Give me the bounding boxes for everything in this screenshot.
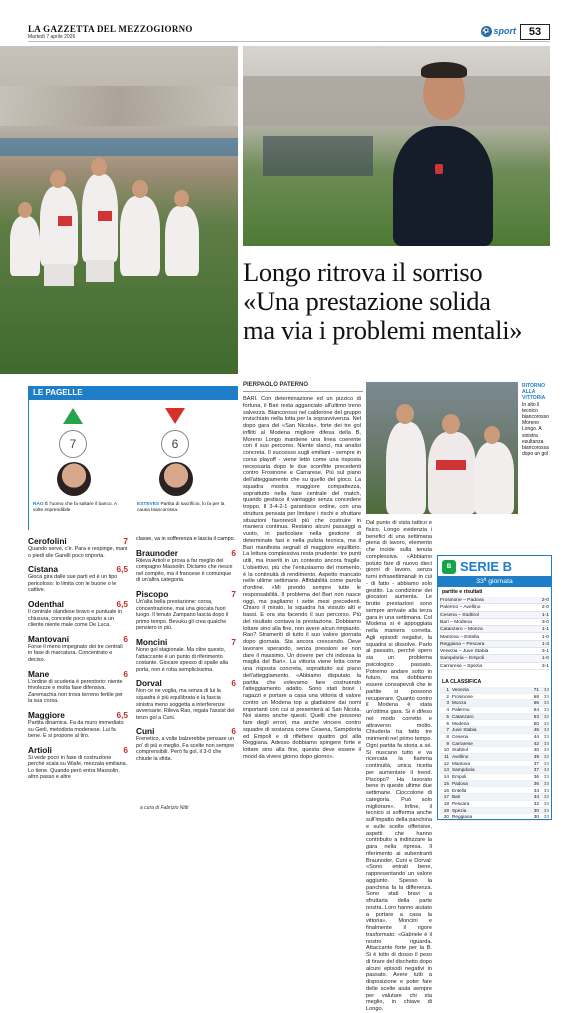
standings-row bbox=[440, 794, 549, 801]
standings-pos: 8 bbox=[446, 733, 449, 739]
avatar-esteves bbox=[159, 462, 193, 496]
standings-pts: 37 bbox=[533, 767, 539, 773]
player-comment: Rileva Artioli e prova a far meglio del compagno Massolin. Diciamo che riesce nel compito, ma il francese è comunque di un'altra categoria. bbox=[136, 557, 233, 584]
standings-row bbox=[440, 694, 549, 701]
match-score: 1-3 bbox=[541, 641, 549, 647]
byline: PIERPAOLO PATERNO bbox=[243, 382, 309, 388]
standings-label: LA CLASSIFICA bbox=[442, 679, 482, 685]
standings-row bbox=[440, 808, 549, 815]
standings-row bbox=[440, 707, 549, 714]
standings-pts: 71 bbox=[533, 687, 539, 692]
photo-coach-longo bbox=[243, 46, 550, 246]
standings-g: 32 bbox=[543, 713, 549, 719]
standings-g: 33 bbox=[543, 754, 549, 759]
standings-g: 33 bbox=[543, 780, 549, 786]
standings-pos: 7 bbox=[446, 727, 449, 733]
player-comment: Frenetico, a volte balzerebbe pensare un po' di più e meglio. Fa scelte non sempre comprensibili. Però fa gol, il 3-0 che chiude la sfida. bbox=[136, 736, 235, 763]
player-vote: 6,5 bbox=[116, 564, 128, 575]
standings-team: Reggiana bbox=[452, 814, 473, 820]
standings-pts: 40 bbox=[533, 747, 539, 753]
player-rating bbox=[28, 634, 128, 664]
results-list bbox=[438, 597, 551, 671]
match-teams: Frosinone – Padova bbox=[440, 598, 484, 603]
player-name: Odenthal bbox=[28, 598, 64, 609]
player-rating bbox=[28, 745, 128, 781]
standings-team: Modena bbox=[452, 720, 469, 726]
player-comment: Quando serve, c'è. Para e respinge, mani o piedi sile Garelli poco importa. bbox=[28, 546, 128, 559]
standings-pts: 36 bbox=[533, 780, 539, 786]
standings-g: 33 bbox=[543, 814, 549, 820]
player-rating bbox=[28, 599, 128, 629]
standings-g: 33 bbox=[543, 707, 549, 713]
standings-pts: 50 bbox=[533, 720, 539, 726]
standings-pos: 17 bbox=[443, 794, 449, 800]
standings-team: Spezia bbox=[452, 807, 467, 813]
player-rating bbox=[28, 669, 128, 705]
standings-team: Catanzaro bbox=[452, 713, 474, 719]
pagelle-credit: a cura di Fabrizio Nitti bbox=[140, 805, 189, 811]
standings-row bbox=[440, 741, 549, 748]
standings-team: Carrarese bbox=[452, 740, 473, 746]
standings-team: Frosinone bbox=[452, 693, 473, 699]
player-rating bbox=[28, 564, 128, 594]
standings-row bbox=[440, 747, 549, 754]
match-score: 3-0 bbox=[541, 619, 549, 625]
player-name: Maggiore bbox=[28, 709, 65, 720]
player-comment: Forse il meno impegnato dei tre centrali in fase di marcatura. Concentrato e deciso. bbox=[28, 643, 123, 663]
standings-team: Südtirol bbox=[452, 747, 468, 753]
standings-pos: 2 bbox=[446, 693, 449, 699]
match-score: 1-0 bbox=[541, 656, 549, 662]
match-score: 1-1 bbox=[541, 627, 549, 633]
standings-pos: 3 bbox=[446, 700, 449, 706]
result-row bbox=[440, 619, 549, 626]
standings-pts: 30 bbox=[533, 814, 539, 820]
standings-pts: 34 bbox=[533, 794, 539, 800]
player-vote: 6 bbox=[123, 633, 128, 644]
standings-row bbox=[440, 801, 549, 808]
player-name: Cistana bbox=[28, 564, 58, 575]
result-row bbox=[440, 604, 549, 611]
player-name: Braunoder bbox=[136, 547, 178, 558]
standings-pts: 66 bbox=[533, 700, 539, 706]
player-comment: Il centrale olandese bravo e puntuale in chiusura, concede poco spazio a un cliente niente male come De Luca. bbox=[28, 608, 123, 629]
player-name: Mantovani bbox=[28, 633, 70, 644]
result-row bbox=[440, 634, 549, 641]
standings-team: Cesena bbox=[452, 733, 469, 739]
standings-g: 33 bbox=[543, 733, 549, 739]
photo-players-celebrating bbox=[366, 382, 518, 514]
article-column-1: BARI. Con determinazione ed un pizzico di fortuna, il Bari resta agganciato all'ultimo treno salvezza. Biancorossi nel calderone del gruppo invischiato nella lotta per la sopravvivenza. Nel dopo gara del «San Nicola», forte dei tre gol inflitti al Modena migliore difesa della B, Moreno Longo mantiene una linea coerente con il suo percorso. Niente slanci, ma analisi concreta. Il successo sugli emiliani - sempre in corsa playoff - viene letto come una risposta necessaria dopo le due sconfitte precedenti contro Frosinone e Carrarese. Più sul piano dell'atteggiamento che su quello del gioco. La squadra mostra maggiore compattezza, soprattutto nella fase centrale del match, quando gestisce il vantaggio senza concedere troppo. Il 3-4-2-1 garantisce ordine, con una struttura pensata per limitare i rischi e sfruttare situazioni favorevoli più che costruire in maniera continua. Restano alcuni passaggi a vuoto, in particolare nella gestione di determinate fasi e nella pulizia tecnica, ma il Bari manifesta segnali di maggiore equilibrio. La lettura complessiva resta prudente: tre punti utili, ma inseriti in un contesto ancora fragile. L'obiettivo, più che l'entusiasmo del momento, è la continuità di rendimento. Aspetto mancato nelle ultime settimane. Affidabilità come parola d'ordine. «Mi prendo sempre tutte le responsabilità. Il problema del Bari non nasce oggi, ma pagliamo i sette mesi precedenti. Chiaro il mirato, la squadra ha vissuto alti e bassi. E ora sta facendo il suo percorso. Più del risultato contava la prestazione. Dobbiamo lottare sino alla fine, non avere alcun rimpianto. Rao? Strameriti di tutto il suo valore giornata dopo giornata. Sta ancora crescendo. Deve lavorare sperando, senza pressioni se non dare il massimo. Un dovere per chi indossa la maglia del Bari». La vittoria viene letta come una risposta concreta, soprattutto sul piano dell'atteggiamento. «Abbiamo disputato la partita che volevamo fare costruendo l'atteggiamento adatto. Sono stati bravi i ragazzi e portare a casa una vittoria di valore contro un Modena top a gladiatore dai nomi importanti con cui si presenterà al San Nicola. Noi siamo anche questi. Quelli che possono fare degli errori, ma anche vincere contro squadre di sostanza come Cesena, Sampdoria ed Empoli e di riflettere quattro gol alla Reggiana. Adesso dobbiamo spingere forte e lottare sino alla fine, questa deve essere il mood da vivere giorno dopo giorno». bbox=[243, 396, 361, 760]
match-score: 3-1 bbox=[541, 663, 549, 669]
player-rating bbox=[136, 726, 236, 762]
player-vote: 6,5 bbox=[116, 709, 128, 720]
player-name: Piscopo bbox=[136, 588, 169, 599]
player-comment: Partita dinamica. Fa da muro immediato su Gerli, metodista modenese. Lui fa bene. E si propone al tiro. bbox=[28, 719, 124, 740]
photo-caption-title: RITORNO ALLA VITTORIA bbox=[522, 383, 546, 402]
article-column-2: Dal punto di vista tattico e fisico, Longo evidenzia i benefici di una settimana piena di lavoro, elemento che incide sulla tenuta complessiva. «Abbiamo potuto fare di nuovo dieci giorni di lavoro, senza turni infrasettimanali in cui - di fatto - abbiamo solo gestito. La condizione dei giocatori aumenta. Le brutte prestazioni sono sempre arrivate alla terza gara in una settimana. Col Modena si è appoggiata nella maniera corretta. Agli episodi negativi, la squadra si dissolve. Parlo al passato, perché spero sia un problema psicologico passato. Potremo andare sotto in futuro, ma dobbiamo essere consapevoli che le partite si possono recuperare. Quanto contro il Modena è stata un'ottima gara. Si è difeso nel modo corretto e attraverso molto. Chiuderla ha fatto tre mirimenti nel primo tempo. Ogni partita fa storia a sé. Si riuscano tutto e va ricercata la fiamma continuità, unica ricetta per aumentare il trend. Piscopo? Ha lavorato bene in queste ultime due settimane. Cioccolone di categoria. Può solo migliorare». Infine, il tecnico si sofferma anche sull'impatto della panchina e sulle scelte offensive, aspetti che hanno contribuito a indirizzare la gara nella ripresa. Il riferimento ai subentranti Braunoder, Cuni e Dorval: «Sono entrati bene, rappresentando un valore aggiunto. Spesso la panchina fa la differenza. Sono stati bravi a sfruttarla della parte nostra. Loro hanno aiutato a portare a casa la vittoria». Moncini e finalmente il rigore trasformato: «Gabriele è il nostro riguarda. Attaccante forte per la B. Si è tolto di dosso il peso di tirare del dischetto dopo alcuni episodi negativi in passato. Avere tutti a disposizione e poter fare delle scelte aiuta sempre per valutare chi sta meglio, in chiave di Longo. bbox=[366, 520, 432, 1012]
pagelle-header: LE PAGELLE bbox=[28, 386, 238, 400]
top-caption: RAO È l'uomo che fa saltare il banco. A volte imprendibile bbox=[33, 502, 117, 513]
result-row bbox=[440, 626, 549, 633]
result-row bbox=[440, 648, 549, 655]
match-teams: Palermo – Avellino bbox=[440, 605, 481, 611]
player-vote: 7 bbox=[231, 588, 236, 599]
standings-pos: 5 bbox=[446, 713, 449, 719]
standings-pos: 1 bbox=[446, 687, 449, 692]
standings-row bbox=[440, 781, 549, 788]
match-teams: Mantova – Entella bbox=[440, 634, 480, 640]
standings-team: Empoli bbox=[452, 774, 467, 780]
headline-line-1: Longo ritrova il sorriso bbox=[243, 257, 483, 287]
standings-pts: 42 bbox=[533, 740, 539, 746]
standings-pts: 68 bbox=[533, 693, 539, 699]
headline-line-3: ma via i problemi mentali» bbox=[243, 315, 523, 345]
player-vote: 6 bbox=[231, 547, 236, 558]
standings-g: 33 bbox=[543, 687, 549, 692]
standings-pos: 11 bbox=[444, 754, 449, 759]
player-rating bbox=[136, 637, 236, 673]
standings-team: Bari bbox=[452, 794, 461, 800]
standings-team: Juve Stabia bbox=[452, 727, 477, 733]
standings-pts: 32 bbox=[533, 800, 539, 806]
headline-line-2: «Una prestazione solida bbox=[243, 286, 491, 316]
player-vote: 6 bbox=[123, 744, 128, 755]
pagelle-top-box bbox=[28, 400, 238, 530]
standings-team: Sampdoria bbox=[452, 767, 475, 773]
standings-pos: 4 bbox=[446, 707, 449, 713]
player-name: Dorval bbox=[136, 678, 162, 689]
standings-pos: 20 bbox=[443, 814, 449, 820]
standings-pts: 45 bbox=[533, 727, 539, 733]
standings-pos: 12 bbox=[443, 760, 449, 766]
standings-g: 33 bbox=[543, 740, 549, 746]
standings-pos: 18 bbox=[443, 800, 449, 806]
standings-pos: 15 bbox=[443, 780, 449, 786]
ball-icon: ⚽ bbox=[481, 26, 492, 37]
standings-pos: 19 bbox=[443, 807, 449, 813]
results-label: partite e risultati bbox=[442, 589, 483, 595]
standings-pos: 6 bbox=[446, 720, 449, 726]
player-comment: Nono gol stagionale. Ma oltre questo, l'attaccante è un punto di riferimento costante. Giocare spesso di spalle alla porta, non è roba semplicissima. bbox=[136, 646, 228, 673]
player-vote: 6 bbox=[231, 726, 236, 737]
result-row bbox=[440, 655, 549, 662]
standings-pts: 34 bbox=[533, 787, 539, 793]
thumbs-up-icon bbox=[63, 408, 83, 424]
player-vote: 7 bbox=[231, 636, 236, 647]
match-teams: Catanzaro – Monza bbox=[440, 627, 483, 633]
standings-team: Entella bbox=[452, 787, 467, 793]
serie-b-logo-icon: B bbox=[442, 560, 456, 574]
standings-row bbox=[440, 734, 549, 741]
player-rating bbox=[136, 678, 236, 721]
match-score: 3-1 bbox=[541, 649, 549, 655]
match-teams: Reggiana – Pescara bbox=[440, 641, 485, 647]
player-name: Cerofolini bbox=[28, 536, 67, 546]
player-rating bbox=[136, 589, 236, 632]
thumbs-down-icon bbox=[165, 408, 185, 424]
standings-team: Mantova bbox=[452, 760, 470, 766]
player-comment: L'ordine di scuderia è perentorio: niente frivolezze e molta fase difensiva. Zaremachia non trova terreno fertile per la sua corsa. bbox=[28, 678, 123, 705]
player-comment: Non ce ne voglia, ma senza di lui la squadra è più equilibrata e la fascia sinistra meno soggetta a interferenze avversarie. Rileva Rao, regala l'assist del terzo gol a Cuni. bbox=[136, 688, 235, 721]
player-rating bbox=[28, 536, 128, 559]
standings-team: Padova bbox=[452, 780, 468, 786]
player-vote: 6 bbox=[231, 678, 236, 689]
page-number: 53 bbox=[520, 24, 550, 40]
player-vote: 7 bbox=[123, 536, 128, 546]
flop-vote: 6 bbox=[161, 430, 189, 458]
standings-pts: 37 bbox=[533, 760, 539, 766]
standings-team: Avellino bbox=[452, 754, 469, 759]
standings-g: 33 bbox=[543, 767, 549, 773]
standings-row bbox=[440, 788, 549, 795]
match-score: 1-1 bbox=[541, 612, 549, 618]
standings-pts: 36 bbox=[533, 774, 539, 780]
player-rating bbox=[28, 710, 128, 740]
player-comment: Un'alta bella prestazione: corsa, concentrazione, mai una giocata fuori luogo. Il tenuto Zampano lascia dopo il primo tempo. Bevuku gli crea qualche pensiero in più. bbox=[136, 598, 229, 632]
standings-g: 32 bbox=[543, 720, 549, 726]
match-teams: Cesena – Südtirol bbox=[440, 612, 479, 618]
player-rating bbox=[136, 548, 236, 584]
standings-row bbox=[440, 700, 549, 707]
standings-pos: 10 bbox=[443, 747, 449, 753]
round-label: 33ª giornata bbox=[438, 576, 551, 587]
standings-g: 33 bbox=[543, 727, 549, 733]
match-teams: Carrarese – Spezia bbox=[440, 663, 483, 669]
standings-pts: 53 bbox=[533, 713, 539, 719]
result-row bbox=[440, 663, 549, 670]
standings-row bbox=[440, 767, 549, 774]
match-score: 2-0 bbox=[541, 605, 549, 611]
standings-g: 33 bbox=[543, 800, 549, 806]
player-name: Moncini bbox=[136, 636, 168, 647]
sport-section-logo bbox=[481, 25, 517, 37]
standings-g: 33 bbox=[543, 760, 549, 766]
ratings-right-column bbox=[136, 536, 236, 768]
standings-g: 33 bbox=[543, 774, 549, 780]
standings-row bbox=[440, 714, 549, 721]
standings-team: Pescara bbox=[452, 800, 470, 806]
standings-pos: 13 bbox=[443, 767, 449, 773]
standings-pts: 30 bbox=[533, 807, 539, 813]
photo-team-celebration bbox=[0, 46, 238, 374]
player-name: Mane bbox=[28, 668, 50, 679]
photo-caption-text: In alto il tecnico biancorosso Moreno Longo. A sinistra esultanza biancorossa dopo un gol bbox=[522, 401, 549, 458]
match-score: 2-0 bbox=[541, 598, 549, 603]
issue-date: Martedì 7 aprile 2026 bbox=[28, 34, 76, 40]
match-teams: Venezia – Juve Stabia bbox=[440, 649, 489, 655]
masthead bbox=[28, 24, 550, 42]
avatar-rao bbox=[57, 462, 91, 496]
standings-g: 33 bbox=[543, 794, 549, 800]
result-row bbox=[440, 641, 549, 648]
player-name: Artioli bbox=[28, 744, 52, 755]
standings-g: 33 bbox=[543, 747, 549, 753]
standings-pos: 14 bbox=[443, 774, 449, 780]
match-score: 1-0 bbox=[541, 634, 549, 640]
serie-b-title: SERIE B bbox=[460, 559, 513, 574]
standings-team: Monza bbox=[452, 700, 467, 706]
serie-b-box bbox=[437, 555, 552, 820]
standings-team: Venezia bbox=[452, 687, 469, 692]
standings-row bbox=[440, 754, 549, 761]
ratings-left-column bbox=[28, 536, 128, 786]
standings-row bbox=[440, 687, 549, 694]
match-teams: Bari – Modena bbox=[440, 619, 472, 625]
standings-pos: 9 bbox=[446, 740, 449, 746]
standings-team: Palermo bbox=[452, 707, 470, 713]
standings-row bbox=[440, 814, 549, 821]
standings-g: 33 bbox=[543, 787, 549, 793]
photo-caption bbox=[522, 383, 552, 457]
newspaper-title: LA GAZZETTA DEL MEZZOGIORNO bbox=[28, 24, 193, 34]
section-label: sport bbox=[493, 26, 516, 36]
player-vote: 6 bbox=[123, 668, 128, 679]
standings-row bbox=[440, 721, 549, 728]
standings-g: 33 bbox=[543, 693, 549, 699]
standings-g: 33 bbox=[543, 700, 549, 706]
top-vote: 7 bbox=[59, 430, 87, 458]
player-comment: Gioca gira dalle sue parti ed è un tipo pericoloso: lo limita con le buone o le cattive. bbox=[28, 574, 118, 594]
standings-g: 33 bbox=[543, 807, 549, 813]
byline-rule bbox=[243, 391, 363, 392]
match-teams: Sampdoria – Empoli bbox=[440, 656, 485, 662]
standings-pts: 64 bbox=[533, 707, 539, 713]
flop-caption: ESTEVES Partita di sacrificio, lo fa per la causa biancorossa. bbox=[137, 502, 225, 513]
standings-pos: 16 bbox=[443, 787, 449, 793]
result-row bbox=[440, 612, 549, 619]
player-vote: 6,5 bbox=[116, 598, 128, 609]
headline bbox=[243, 258, 550, 345]
standings-pts: 44 bbox=[533, 733, 539, 739]
player-name: Cuni bbox=[136, 726, 155, 737]
standings-pts: 39 bbox=[533, 754, 539, 759]
standings-row bbox=[440, 774, 549, 781]
standings-row bbox=[440, 761, 549, 768]
ratings-intro: classe, va in sofferenza e lascia il campo. bbox=[136, 536, 236, 542]
standings-row bbox=[440, 727, 549, 734]
result-row bbox=[440, 597, 549, 604]
player-comment: Si vede poco in fase di costruzione perché scala su Wiafe, mezzala emiliana. Lo tiene. Quando però entra Massolin, altro passo e altre bbox=[28, 754, 128, 781]
